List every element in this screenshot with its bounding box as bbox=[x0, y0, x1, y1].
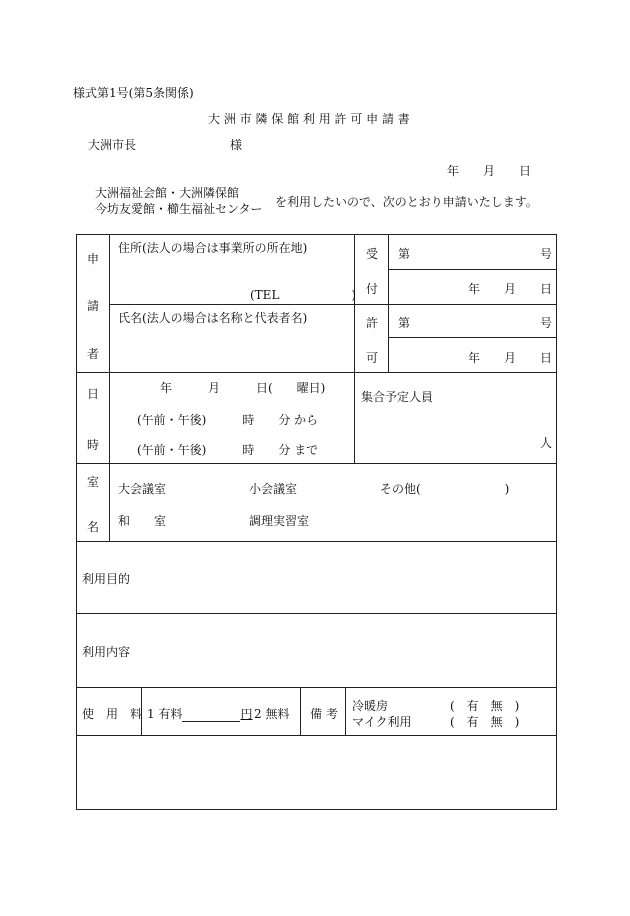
fee-label: 使 用 料 bbox=[82, 707, 143, 721]
fee-yen: 円 bbox=[240, 707, 253, 721]
mic-label: マイク利用 bbox=[352, 715, 412, 729]
fee-paid-option[interactable] bbox=[147, 705, 252, 722]
applicant-label-1: 申 bbox=[87, 252, 100, 266]
reception-label-bottom: 付 bbox=[366, 282, 379, 296]
content-label: 利用内容 bbox=[82, 645, 131, 659]
facility-line-2: 今坊友愛館・櫛生福祉センター bbox=[95, 202, 263, 216]
datetime-label-top: 日 bbox=[87, 387, 100, 401]
room-option-small-hall[interactable]: 小会議室 bbox=[249, 482, 298, 496]
permission-date: 年 月 日 bbox=[468, 351, 553, 365]
purpose-label: 利用目的 bbox=[82, 572, 131, 586]
permission-label-bottom: 可 bbox=[366, 351, 379, 365]
room-label-top: 室 bbox=[87, 475, 100, 489]
permission-label-top: 許 bbox=[366, 316, 379, 330]
name-label: 氏名(法人の場合は名称と代表者名) bbox=[118, 311, 308, 325]
aircon-options[interactable]: ( 有 無 ) bbox=[450, 699, 520, 713]
room-option-large-hall[interactable]: 大会議室 bbox=[118, 482, 167, 496]
mic-options[interactable]: ( 有 無 ) bbox=[450, 715, 520, 729]
reception-number-prefix: 第 bbox=[398, 247, 411, 261]
reception-label-top: 受 bbox=[366, 247, 379, 261]
applicant-label-2: 請 bbox=[87, 299, 100, 313]
date-line: 年 月 日( 曜日) bbox=[160, 381, 326, 395]
attendance-unit: 人 bbox=[540, 436, 553, 450]
fee-free-option[interactable]: 2 無料 bbox=[254, 707, 290, 721]
datetime-label-bottom: 時 bbox=[87, 438, 100, 452]
room-option-japanese-room[interactable]: 和 室 bbox=[118, 514, 167, 528]
reception-number-suffix: 号 bbox=[540, 247, 553, 261]
form-number: 様式第1号(第5条関係) bbox=[73, 86, 194, 100]
address-label: 住所(法人の場合は事業所の所在地) bbox=[118, 241, 308, 255]
address-field[interactable] bbox=[118, 256, 348, 282]
honorific: 様 bbox=[230, 138, 243, 152]
aircon-label: 冷暖房 bbox=[352, 699, 389, 713]
applicant-label-3: 者 bbox=[87, 347, 100, 361]
form-title: 大 洲 市 隣 保 館 利 用 許 可 申 請 書 bbox=[208, 112, 410, 126]
remarks-label: 備 考 bbox=[310, 707, 338, 721]
fee-amount-blank[interactable] bbox=[182, 709, 240, 722]
name-field[interactable] bbox=[118, 326, 348, 366]
addressee: 大洲市長 bbox=[88, 138, 137, 152]
room-option-cooking-room[interactable]: 調理実習室 bbox=[249, 514, 310, 528]
reception-date: 年 月 日 bbox=[468, 282, 553, 296]
permission-number-prefix: 第 bbox=[398, 316, 411, 330]
room-label-bottom: 名 bbox=[87, 520, 100, 534]
request-text: を利用したいので、次のとおり申請いたします。 bbox=[275, 195, 538, 209]
fee-paid-label: 1 有料 bbox=[147, 707, 183, 721]
tel-label: (TEL ) bbox=[250, 288, 357, 302]
facility-line-1: 大洲福祉会館・大洲隣保館 bbox=[95, 186, 240, 200]
attendance-label: 集合予定人員 bbox=[361, 390, 434, 404]
end-time-line: (午前・午後) 時 分 まで bbox=[137, 443, 319, 457]
application-date: 年 月 日 bbox=[447, 164, 532, 178]
start-time-line: (午前・午後) 時 分 から bbox=[137, 413, 319, 427]
room-option-other[interactable]: その他( ) bbox=[380, 482, 510, 496]
permission-number-suffix: 号 bbox=[540, 316, 553, 330]
